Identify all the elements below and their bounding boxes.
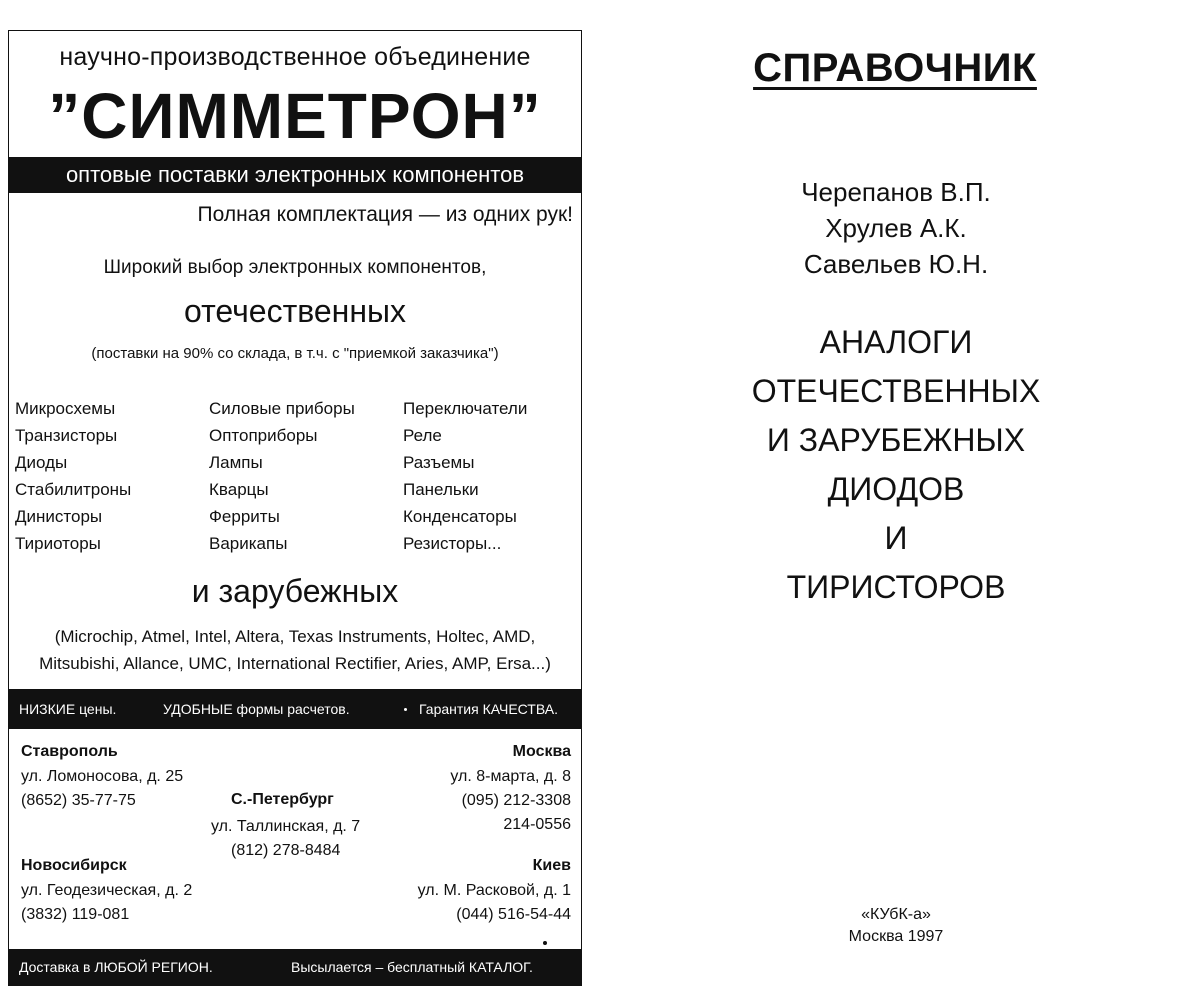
advertisement-page [8, 30, 582, 986]
office-phone-stavropol: (8652) 35-77-75 [21, 792, 136, 809]
separator-dot [404, 708, 407, 711]
office-street-spb: ул. Таллинская, д. 7 [211, 818, 361, 835]
product-item: Переключатели [403, 399, 528, 418]
publication-place-year: Москва 1997 [848, 928, 944, 945]
title-line: ОТЕЧЕСТВЕННЫХ [751, 373, 1041, 409]
office-phone-kiev: (044) 516-54-44 [456, 906, 571, 923]
publisher-block [800, 904, 992, 948]
product-item: Тириоторы [15, 534, 101, 553]
office-street-stavropol: ул. Ломоносова, д. 25 [21, 768, 184, 785]
slogan: Полная комплектация — из одних рук! [197, 203, 573, 226]
product-column-1 [15, 395, 131, 557]
office-street-moscow: ул. 8-марта, д. 8 [450, 768, 571, 785]
product-item: Кварцы [209, 480, 269, 499]
office-city-stavropol: Ставрополь [21, 743, 118, 760]
office-city-spb: С.-Петербург [231, 791, 334, 808]
quality-text: Гарантия КАЧЕСТВА. [419, 701, 558, 717]
delivery-text: Доставка в ЛЮБОЙ РЕГИОН. [19, 959, 213, 975]
title-line: ТИРИСТОРОВ [786, 569, 1006, 605]
product-item: Резисторы... [403, 534, 502, 553]
publisher-name: «КУбК-а» [861, 906, 931, 923]
product-column-2 [209, 395, 355, 557]
office-phone-spb: (812) 278-8484 [231, 842, 341, 859]
office-city-novosibirsk: Новосибирск [21, 857, 127, 874]
foreign-heading: и зарубежных [191, 573, 399, 609]
company-subtitle: научно-производственное объединение [59, 43, 531, 71]
payment-text: УДОБНЫЕ формы расчетов. [163, 701, 350, 717]
domestic-heading: отечественных [183, 293, 407, 329]
title-line: ДИОДОВ [827, 471, 965, 507]
print-speck [543, 941, 547, 945]
product-item: Лампы [209, 453, 263, 472]
company-name: ”СИММЕТРОН” [48, 80, 542, 152]
product-item: Диоды [15, 453, 68, 472]
wide-choice-text: Широкий выбор электронных компонентов, [103, 257, 487, 278]
domestic-note: (поставки на 90% со склада, в т.ч. с "приемкой заказчика") [91, 345, 499, 362]
office-street-novosibirsk: ул. Геодезическая, д. 2 [21, 882, 193, 899]
low-prices-text: НИЗКИЕ цены. [19, 701, 117, 717]
title-line: АНАЛОГИ [819, 324, 973, 360]
terms-band [9, 689, 581, 729]
title-line: И ЗАРУБЕЖНЫХ [766, 422, 1026, 458]
product-item: Силовые приборы [209, 399, 355, 418]
author-name: Савельев Ю.Н. [803, 249, 989, 279]
product-item: Варикапы [209, 534, 288, 553]
product-item: Ферриты [209, 507, 280, 526]
brand-line-1: (Microchip, Atmel, Intel, Altera, Texas Instruments, Holtec, AMD, [54, 627, 536, 646]
office-phone-novosibirsk: (3832) 119-081 [21, 906, 130, 923]
product-item: Конденсаторы [403, 507, 517, 526]
office-city-kiev: Киев [532, 857, 571, 874]
author-name: Хрулев А.К. [825, 213, 967, 243]
product-item: Микросхемы [15, 399, 116, 418]
brand-line-2: Mitsubishi, Allance, UMC, International Rectifier, Aries, AMP, Ersa...) [39, 654, 551, 673]
office-city-moscow: Москва [512, 743, 571, 760]
product-column-3 [403, 395, 527, 557]
product-item: Панельки [403, 480, 479, 499]
catalog-text: Высылается – бесплатный КАТАЛОГ. [291, 959, 533, 975]
office-street-kiev: ул. М. Расковой, д. 1 [417, 882, 571, 899]
title-line: И [884, 520, 908, 556]
brand-list [9, 623, 581, 677]
book-type-heading: СПРАВОЧНИК [753, 46, 1037, 90]
product-item: Стабилитроны [15, 480, 132, 499]
product-item: Транзисторы [15, 426, 118, 445]
author-name: Черепанов В.П. [801, 177, 991, 207]
book-title [700, 318, 1092, 612]
product-item: Оптоприборы [209, 426, 318, 445]
delivery-band [9, 949, 581, 985]
product-item: Разъемы [403, 453, 475, 472]
office-phone-moscow-2: 214-0556 [503, 816, 571, 833]
author-list [740, 174, 1052, 282]
tagline-band: оптовые поставки электронных компонентов [9, 157, 581, 193]
product-item: Реле [403, 426, 442, 445]
product-item: Динисторы [15, 507, 103, 526]
office-phone-moscow-1: (095) 212-3308 [461, 792, 571, 809]
